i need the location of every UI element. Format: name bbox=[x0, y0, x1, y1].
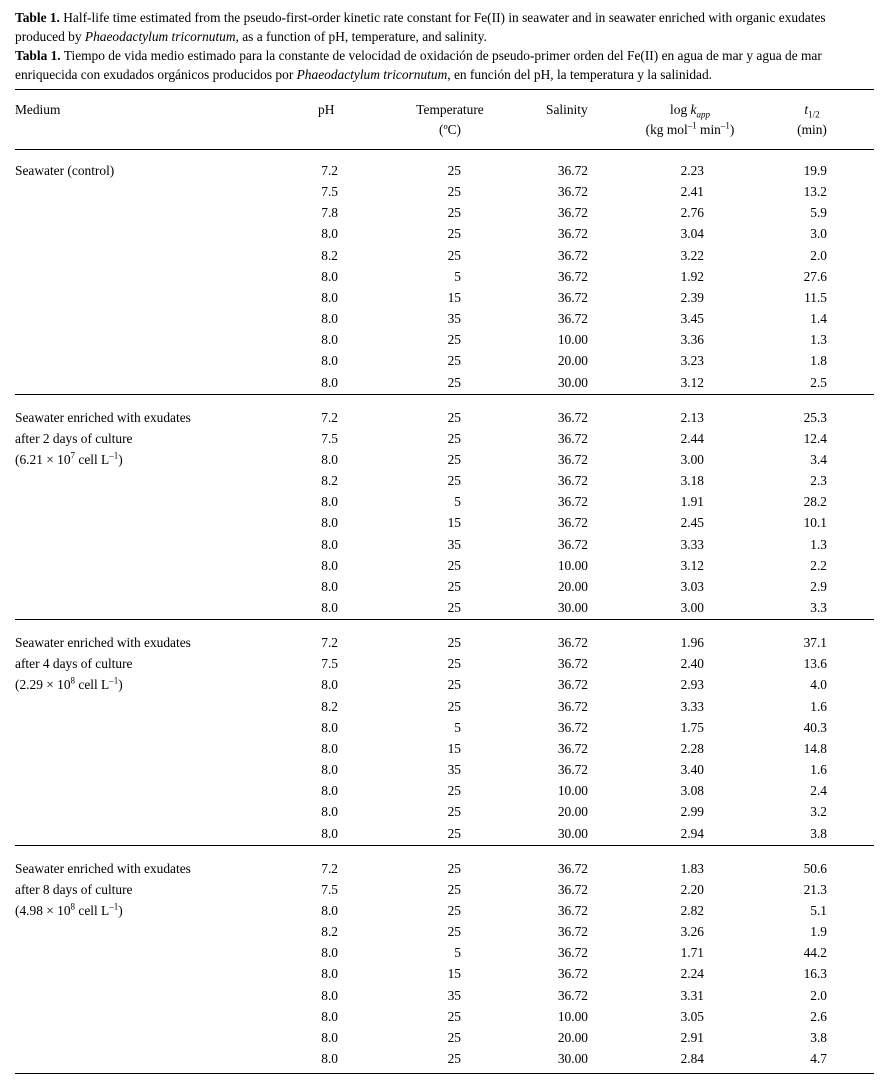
cell-temperature: 25 bbox=[447, 860, 461, 876]
cell-temperature: 25 bbox=[447, 804, 461, 820]
table-row bbox=[0, 160, 885, 181]
cell-ph: 8.0 bbox=[321, 268, 338, 284]
header-log-kapp: $\log k_{app}$ (kg mol$^{-1}$ $\min^{-1}$) bbox=[645, 102, 735, 137]
cell-log-kapp: 3.22 bbox=[680, 247, 704, 263]
cell-salinity: 20.00 bbox=[557, 353, 588, 369]
medium-cell-density: ($6.21 \times 10^7$ cell $L^{-1}$) bbox=[15, 450, 123, 467]
cell-salinity: 36.72 bbox=[557, 740, 588, 756]
table-row bbox=[0, 470, 885, 491]
table-row bbox=[0, 963, 885, 984]
cell-salinity: 36.72 bbox=[557, 268, 588, 284]
cell-temperature: 25 bbox=[447, 698, 461, 714]
cell-ph: 7.5 bbox=[321, 430, 338, 446]
cell-log-kapp: 3.45 bbox=[680, 311, 704, 327]
cell-log-kapp: 3.03 bbox=[680, 578, 704, 594]
cell-log-kapp: 2.94 bbox=[680, 825, 704, 841]
cell-ph: 8.0 bbox=[321, 966, 338, 982]
cell-salinity: 36.72 bbox=[557, 451, 588, 467]
cell-salinity: 20.00 bbox=[557, 804, 588, 820]
cell-log-kapp: 1.96 bbox=[680, 635, 704, 651]
cell-ph: 7.5 bbox=[321, 656, 338, 672]
cell-salinity: 36.72 bbox=[557, 205, 588, 221]
cell-half-life: 37.1 bbox=[803, 635, 827, 651]
cell-salinity: 36.72 bbox=[557, 473, 588, 489]
cell-log-kapp: 2.39 bbox=[680, 289, 704, 305]
cell-half-life: 4.0 bbox=[810, 677, 827, 693]
cell-half-life: 21.3 bbox=[803, 881, 827, 897]
table-row bbox=[0, 329, 885, 350]
cell-ph: 8.0 bbox=[321, 353, 338, 369]
cell-half-life: 5.1 bbox=[810, 902, 827, 918]
caption-label: Tabla 1. bbox=[15, 48, 61, 63]
cell-salinity: 36.72 bbox=[557, 719, 588, 735]
cell-salinity: 36.72 bbox=[557, 945, 588, 961]
cell-temperature: 25 bbox=[447, 409, 461, 425]
cell-ph: 7.2 bbox=[321, 163, 338, 178]
cell-log-kapp: 2.40 bbox=[680, 656, 704, 672]
cell-half-life: 1.9 bbox=[810, 924, 827, 940]
cell-salinity: 10.00 bbox=[557, 1008, 588, 1024]
caption-spanish bbox=[15, 46, 877, 84]
table-row bbox=[0, 1027, 885, 1048]
cell-salinity: 36.72 bbox=[557, 515, 588, 531]
cell-temperature: 25 bbox=[447, 656, 461, 672]
cell-half-life: 2.5 bbox=[810, 374, 827, 390]
cell-temperature: 5 bbox=[454, 945, 461, 961]
cell-temperature: 25 bbox=[447, 163, 461, 178]
caption-species: Phaeodactylum tricornutum bbox=[84, 29, 236, 44]
cell-temperature: 25 bbox=[447, 578, 461, 594]
table-row bbox=[0, 653, 885, 674]
cell-half-life: 50.6 bbox=[803, 860, 827, 876]
cell-temperature: 25 bbox=[447, 677, 461, 693]
cell-half-life: 11.5 bbox=[804, 289, 827, 305]
cell-log-kapp: 3.36 bbox=[680, 332, 704, 348]
table-row bbox=[0, 576, 885, 597]
table-row bbox=[0, 308, 885, 329]
table-row bbox=[0, 202, 885, 223]
cell-salinity: 20.00 bbox=[557, 1029, 588, 1045]
cell-ph: 8.2 bbox=[321, 924, 338, 940]
cell-log-kapp: 3.08 bbox=[680, 783, 704, 799]
cell-ph: 8.2 bbox=[321, 473, 338, 489]
cell-temperature: 25 bbox=[447, 825, 461, 841]
cell-half-life: 3.2 bbox=[810, 804, 827, 820]
cell-salinity: 10.00 bbox=[557, 783, 588, 799]
cell-ph: 8.0 bbox=[321, 494, 338, 510]
cell-ph: 8.0 bbox=[321, 515, 338, 531]
cell-half-life: 2.0 bbox=[810, 247, 827, 263]
table-row bbox=[0, 1048, 885, 1069]
cell-salinity: 20.00 bbox=[557, 578, 588, 594]
cell-temperature: 25 bbox=[447, 1029, 461, 1045]
cell-temperature: 5 bbox=[454, 268, 461, 284]
cell-ph: 8.0 bbox=[321, 945, 338, 961]
cell-temperature: 35 bbox=[447, 987, 461, 1003]
cell-ph: 8.0 bbox=[321, 1029, 338, 1045]
cell-half-life: 13.6 bbox=[803, 656, 827, 672]
cell-ph: 7.5 bbox=[321, 184, 338, 200]
header-bottom-rule bbox=[15, 149, 874, 150]
table-row bbox=[0, 696, 885, 717]
table-row bbox=[0, 985, 885, 1006]
table-row bbox=[0, 512, 885, 533]
cell-half-life: 3.4 bbox=[810, 451, 827, 467]
cell-salinity: 30.00 bbox=[557, 374, 588, 390]
cell-temperature: 25 bbox=[447, 205, 461, 221]
table-row bbox=[0, 407, 885, 428]
cell-half-life: 2.3 bbox=[810, 473, 827, 489]
cell-temperature: 35 bbox=[447, 762, 461, 778]
cell-half-life: 13.2 bbox=[803, 184, 827, 200]
cell-salinity: 36.72 bbox=[557, 656, 588, 672]
caption-text-1: Half-life time estimated from the pseudo-first-order kinetic rate constant for Fe(II) in seawater and in seawater enriched with organic exudates produced by bbox=[15, 10, 826, 44]
cell-salinity: 10.00 bbox=[557, 332, 588, 348]
cell-temperature: 35 bbox=[447, 311, 461, 327]
cell-log-kapp: 2.45 bbox=[680, 515, 704, 531]
cell-temperature: 25 bbox=[447, 881, 461, 897]
table-row bbox=[0, 900, 885, 921]
cell-ph: 8.0 bbox=[321, 289, 338, 305]
cell-log-kapp: 1.92 bbox=[680, 268, 704, 284]
group-separator-rule bbox=[15, 845, 874, 846]
medium-line-1: Seawater enriched with exudates bbox=[15, 635, 191, 651]
cell-ph: 7.2 bbox=[321, 409, 338, 425]
cell-temperature: 15 bbox=[447, 515, 461, 531]
table-row bbox=[0, 823, 885, 844]
caption-english bbox=[15, 8, 877, 46]
cell-ph: 8.0 bbox=[321, 902, 338, 918]
header-ph: pH bbox=[318, 102, 335, 117]
cell-log-kapp: 2.93 bbox=[680, 677, 704, 693]
cell-temperature: 15 bbox=[447, 740, 461, 756]
cell-log-kapp: 3.05 bbox=[680, 1008, 704, 1024]
cell-salinity: 36.72 bbox=[557, 536, 588, 552]
group-separator-rule bbox=[15, 619, 874, 620]
table-row bbox=[0, 632, 885, 653]
cell-ph: 8.0 bbox=[321, 719, 338, 735]
cell-salinity: 36.72 bbox=[557, 430, 588, 446]
caption-text-2: , as a function of pH, temperature, and salinity. bbox=[235, 29, 487, 44]
cell-half-life: 16.3 bbox=[803, 966, 827, 982]
cell-temperature: 15 bbox=[447, 966, 461, 982]
cell-salinity: 10.00 bbox=[557, 557, 588, 573]
table-row bbox=[0, 674, 885, 695]
table-row bbox=[0, 245, 885, 266]
cell-half-life: 2.4 bbox=[810, 783, 827, 799]
table-row bbox=[0, 449, 885, 470]
cell-half-life: 5.9 bbox=[810, 205, 827, 221]
cell-temperature: 35 bbox=[447, 536, 461, 552]
cell-temperature: 25 bbox=[447, 374, 461, 390]
cell-log-kapp: 3.12 bbox=[680, 557, 704, 573]
cell-log-kapp: 1.83 bbox=[680, 860, 704, 876]
cell-ph: 8.0 bbox=[321, 783, 338, 799]
cell-half-life: 44.2 bbox=[803, 945, 827, 961]
cell-salinity: 36.72 bbox=[557, 860, 588, 876]
table-row bbox=[0, 921, 885, 942]
table-bottom-rule bbox=[15, 1073, 874, 1074]
cell-log-kapp: 3.00 bbox=[680, 451, 704, 467]
header-temperature: Temperature (ºC) bbox=[416, 102, 484, 137]
cell-temperature: 25 bbox=[447, 473, 461, 489]
cell-half-life: 3.3 bbox=[810, 600, 827, 615]
cell-ph: 8.0 bbox=[321, 1008, 338, 1024]
table-row bbox=[0, 738, 885, 759]
cell-half-life: 1.3 bbox=[810, 332, 827, 348]
cell-salinity: 36.72 bbox=[557, 762, 588, 778]
cell-ph: 8.0 bbox=[321, 451, 338, 467]
cell-salinity: 36.72 bbox=[557, 966, 588, 982]
medium-line-1: Seawater enriched with exudates bbox=[15, 860, 191, 876]
table-row bbox=[0, 428, 885, 449]
cell-half-life: 19.9 bbox=[803, 163, 827, 178]
cell-log-kapp: 3.00 bbox=[680, 600, 704, 615]
table-row bbox=[0, 780, 885, 801]
cell-log-kapp: 3.40 bbox=[680, 762, 704, 778]
cell-ph: 8.0 bbox=[321, 226, 338, 242]
cell-temperature: 25 bbox=[447, 924, 461, 940]
cell-salinity: 36.72 bbox=[557, 184, 588, 200]
cell-half-life: 3.8 bbox=[810, 1029, 827, 1045]
caption-text-2: , en función del pH, la temperatura y la salinidad. bbox=[447, 67, 712, 82]
cell-log-kapp: 3.26 bbox=[680, 924, 704, 940]
cell-log-kapp: 2.28 bbox=[680, 740, 704, 756]
cell-half-life: 3.8 bbox=[810, 825, 827, 841]
cell-log-kapp: 2.91 bbox=[680, 1029, 704, 1045]
cell-temperature: 25 bbox=[447, 600, 461, 615]
table-row bbox=[0, 759, 885, 780]
cell-temperature: 25 bbox=[447, 226, 461, 242]
cell-half-life: 2.0 bbox=[810, 987, 827, 1003]
cell-salinity: 36.72 bbox=[557, 163, 588, 178]
cell-half-life: 25.3 bbox=[803, 409, 827, 425]
table-row bbox=[0, 858, 885, 879]
cell-salinity: 30.00 bbox=[557, 1051, 588, 1066]
cell-log-kapp: 3.12 bbox=[680, 374, 704, 390]
table-row bbox=[0, 555, 885, 576]
table-row bbox=[0, 372, 885, 393]
cell-ph: 8.0 bbox=[321, 311, 338, 327]
table-top-rule bbox=[15, 89, 874, 90]
cell-ph: 8.0 bbox=[321, 600, 338, 615]
cell-half-life: 2.9 bbox=[810, 578, 827, 594]
cell-log-kapp: 2.76 bbox=[680, 205, 704, 221]
cell-half-life: 2.2 bbox=[810, 557, 827, 573]
caption-text-1: Tiempo de vida medio estimado para la constante de velocidad de oxidación de pseudo-primer orden del Fe(II) en agua de mar y agua de mar enriquecida con exudados orgánicos producidos por bbox=[15, 48, 822, 82]
table-row bbox=[0, 717, 885, 738]
cell-log-kapp: 2.24 bbox=[680, 966, 704, 982]
cell-temperature: 5 bbox=[454, 719, 461, 735]
medium-cell-density: ($4.98 \times 10^8$ cell $L^{-1}$) bbox=[15, 901, 123, 918]
cell-salinity: 36.72 bbox=[557, 311, 588, 327]
medium-line-1: Seawater enriched with exudates bbox=[15, 409, 191, 425]
cell-ph: 8.0 bbox=[321, 825, 338, 841]
cell-log-kapp: 2.82 bbox=[680, 902, 704, 918]
cell-temperature: 25 bbox=[447, 247, 461, 263]
table-row bbox=[0, 181, 885, 202]
cell-log-kapp: 2.23 bbox=[680, 163, 704, 178]
cell-temperature: 25 bbox=[447, 902, 461, 918]
cell-salinity: 36.72 bbox=[557, 635, 588, 651]
cell-half-life: 1.3 bbox=[810, 536, 827, 552]
table-row bbox=[0, 1006, 885, 1027]
medium-cell-density: ($2.29 \times 10^8$ cell $L^{-1}$) bbox=[15, 675, 123, 693]
cell-half-life: 3.0 bbox=[810, 226, 827, 242]
cell-half-life: 1.4 bbox=[810, 311, 827, 327]
cell-half-life: 14.8 bbox=[803, 740, 827, 756]
cell-temperature: 25 bbox=[447, 1051, 461, 1066]
cell-ph: 8.0 bbox=[321, 740, 338, 756]
table-row bbox=[0, 350, 885, 371]
cell-ph: 8.0 bbox=[321, 332, 338, 348]
cell-log-kapp: 3.18 bbox=[680, 473, 704, 489]
cell-log-kapp: 1.71 bbox=[680, 945, 704, 961]
cell-temperature: 5 bbox=[454, 494, 461, 510]
cell-salinity: 36.72 bbox=[557, 677, 588, 693]
cell-salinity: 36.72 bbox=[557, 247, 588, 263]
cell-log-kapp: 1.91 bbox=[680, 494, 704, 510]
cell-salinity: 36.72 bbox=[557, 698, 588, 714]
cell-ph: 8.2 bbox=[321, 698, 338, 714]
cell-log-kapp: 3.23 bbox=[680, 353, 704, 369]
caption-label: Table 1. bbox=[15, 10, 60, 25]
cell-log-kapp: 3.04 bbox=[680, 226, 704, 242]
table-row bbox=[0, 801, 885, 822]
cell-ph: 8.0 bbox=[321, 557, 338, 573]
cell-log-kapp: 2.13 bbox=[680, 409, 704, 425]
table-row bbox=[0, 287, 885, 308]
cell-half-life: 1.8 bbox=[810, 353, 827, 369]
cell-half-life: 2.6 bbox=[810, 1008, 827, 1024]
cell-salinity: 36.72 bbox=[557, 924, 588, 940]
cell-temperature: 25 bbox=[447, 557, 461, 573]
cell-salinity: 36.72 bbox=[557, 881, 588, 897]
cell-half-life: 12.4 bbox=[803, 430, 827, 446]
cell-salinity: 36.72 bbox=[557, 987, 588, 1003]
cell-temperature: 25 bbox=[447, 184, 461, 200]
table-row bbox=[0, 223, 885, 244]
cell-ph: 8.0 bbox=[321, 374, 338, 390]
cell-salinity: 36.72 bbox=[557, 226, 588, 242]
caption-species: Phaeodactylum tricornutum bbox=[296, 67, 448, 82]
cell-log-kapp: 2.44 bbox=[680, 430, 704, 446]
cell-log-kapp: 2.84 bbox=[680, 1051, 704, 1066]
cell-ph: 8.0 bbox=[321, 804, 338, 820]
cell-ph: 7.2 bbox=[321, 860, 338, 876]
cell-salinity: 30.00 bbox=[557, 600, 588, 615]
cell-log-kapp: 3.33 bbox=[680, 698, 704, 714]
cell-ph: 8.0 bbox=[321, 987, 338, 1003]
medium-line-2: after 2 days of culture bbox=[15, 430, 133, 446]
header-half-life: $t_{1/2}$ (min) bbox=[797, 102, 827, 137]
header-salinity: Salinity bbox=[546, 102, 588, 117]
table-row bbox=[0, 597, 885, 618]
cell-half-life: 1.6 bbox=[810, 762, 827, 778]
cell-salinity: 36.72 bbox=[557, 902, 588, 918]
cell-log-kapp: 1.75 bbox=[680, 719, 704, 735]
table-row bbox=[0, 266, 885, 287]
cell-temperature: 25 bbox=[447, 783, 461, 799]
cell-half-life: 4.7 bbox=[810, 1051, 827, 1066]
cell-salinity: 36.72 bbox=[557, 409, 588, 425]
medium-line-2: after 8 days of culture bbox=[15, 881, 133, 897]
medium-line-2: after 4 days of culture bbox=[15, 656, 133, 672]
cell-half-life: 40.3 bbox=[803, 719, 827, 735]
cell-log-kapp: 3.31 bbox=[680, 987, 704, 1003]
cell-ph: 8.0 bbox=[321, 677, 338, 693]
cell-temperature: 15 bbox=[447, 289, 461, 305]
table-row bbox=[0, 879, 885, 900]
cell-ph: 7.2 bbox=[321, 635, 338, 651]
cell-log-kapp: 2.20 bbox=[680, 881, 704, 897]
cell-salinity: 30.00 bbox=[557, 825, 588, 841]
cell-temperature: 25 bbox=[447, 1008, 461, 1024]
cell-ph: 8.0 bbox=[321, 1051, 338, 1066]
cell-ph: 8.0 bbox=[321, 536, 338, 552]
header-medium: Medium bbox=[15, 102, 61, 117]
table-row bbox=[0, 491, 885, 512]
cell-half-life: 1.6 bbox=[810, 698, 827, 714]
cell-temperature: 25 bbox=[447, 332, 461, 348]
cell-ph: 8.0 bbox=[321, 578, 338, 594]
cell-log-kapp: 3.33 bbox=[680, 536, 704, 552]
cell-half-life: 10.1 bbox=[803, 515, 827, 531]
cell-ph: 7.8 bbox=[321, 205, 338, 221]
cell-half-life: 28.2 bbox=[803, 494, 827, 510]
cell-temperature: 25 bbox=[447, 635, 461, 651]
cell-half-life: 27.6 bbox=[803, 268, 827, 284]
table-row bbox=[0, 942, 885, 963]
medium-line-1: Seawater (control) bbox=[15, 163, 115, 178]
cell-ph: 8.2 bbox=[321, 247, 338, 263]
cell-temperature: 25 bbox=[447, 353, 461, 369]
cell-temperature: 25 bbox=[447, 430, 461, 446]
cell-salinity: 36.72 bbox=[557, 289, 588, 305]
cell-log-kapp: 2.41 bbox=[680, 184, 704, 200]
cell-salinity: 36.72 bbox=[557, 494, 588, 510]
table-row bbox=[0, 534, 885, 555]
cell-ph: 7.5 bbox=[321, 881, 338, 897]
cell-ph: 8.0 bbox=[321, 762, 338, 778]
group-separator-rule bbox=[15, 394, 874, 395]
cell-log-kapp: 2.99 bbox=[680, 804, 704, 820]
cell-temperature: 25 bbox=[447, 451, 461, 467]
